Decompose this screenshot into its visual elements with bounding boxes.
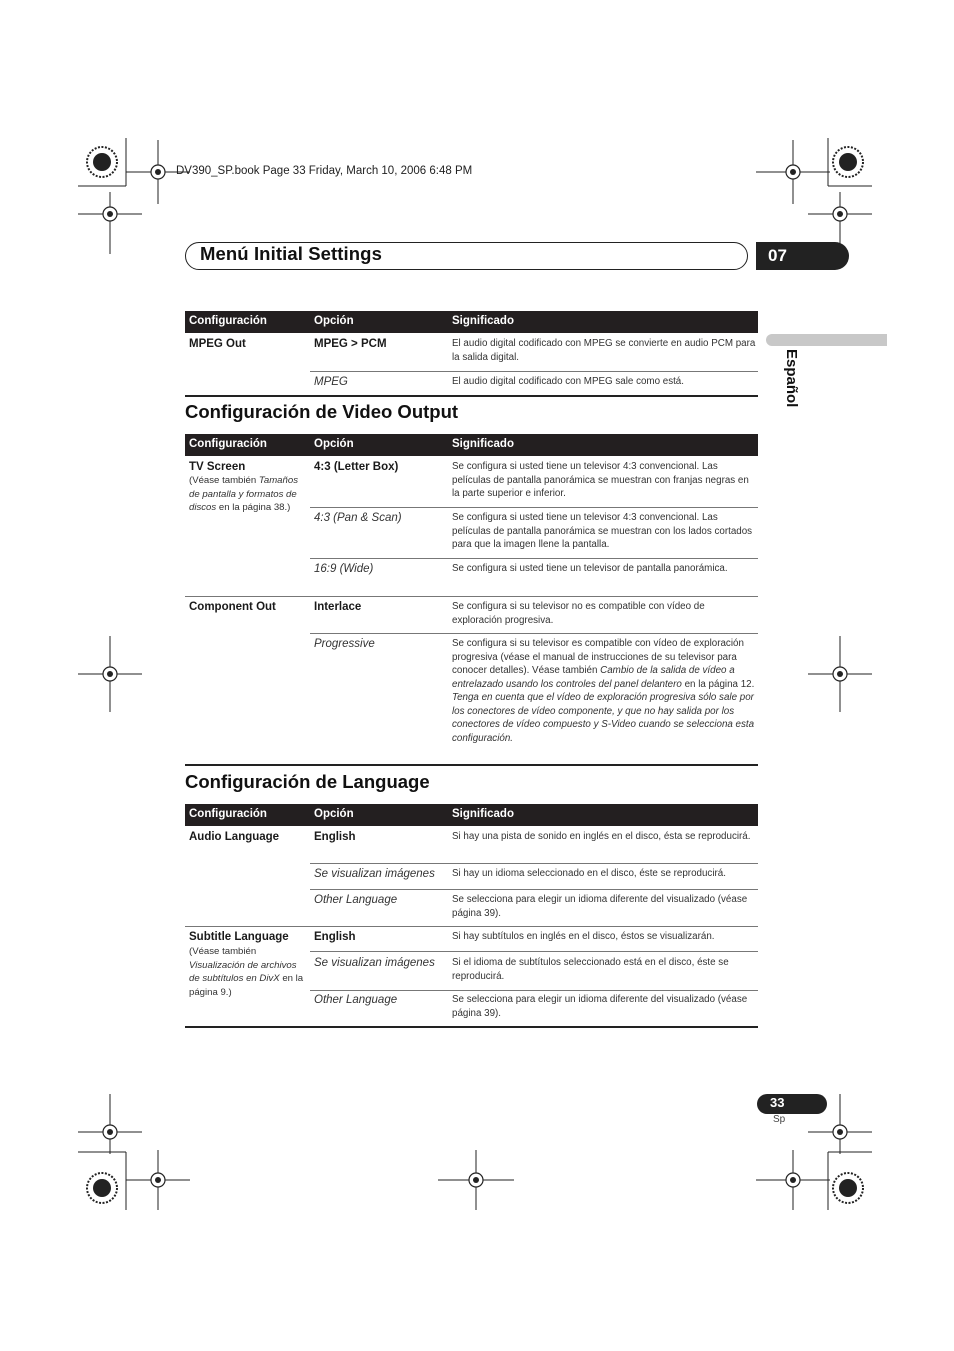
chapter-number: 07 [756,242,849,270]
table-bottom-rule [185,1026,758,1028]
config-name: TV Screen [189,461,246,473]
table-header [185,804,758,826]
header-config: Configuración [189,315,267,327]
option-name: English [314,931,356,943]
row-divider [310,507,758,508]
note-reference: Visualización de archivos de subtítulos en DivX [189,959,297,984]
option-name: Se visualizan imágenes [314,957,435,969]
note-text: en la página 9.) [189,973,304,998]
book-file-line: DV390_SP.book Page 33 Friday, March 10, 2006 6:48 PM [176,165,473,177]
row-divider [310,951,758,952]
note-reference: Tamaños de pantalla y formatos de discos [189,475,298,513]
option-description: Se configura si su televisor no es compatible con vídeo de exploración progresiva. [452,601,705,626]
description-reference: Cambio de la salida de vídeo a entrelazado usando los controles del panel delantero [452,665,735,690]
row-divider [310,889,758,890]
option-description: Si el idioma de subtítulos seleccionado está en el disco, éste se reproducirá. [452,957,729,982]
header-option: Opción [314,315,354,327]
table-header [185,434,758,456]
option-description: Si hay subtítulos en inglés en el disco, éstos se visualizarán. [452,931,715,942]
language-tab [780,349,800,439]
option-name: English [314,831,356,843]
section-title-video-output: Configuración de Video Output [185,401,459,422]
row-divider [310,371,758,372]
section-title-language: Configuración de Language [185,771,430,792]
option-name: 4:3 (Pan & Scan) [314,512,402,524]
row-divider [185,596,758,597]
row-divider [310,863,758,864]
row-divider [310,558,758,559]
table-bottom-rule [185,764,758,766]
description-text: en la página 12. [684,678,755,690]
config-name: Subtitle Language [189,931,289,943]
video-output-table [185,434,758,770]
option-description: Si hay una pista de sonido en inglés en el disco, ésta se reproducirá. [452,831,751,842]
option-description: Se selecciona para elegir un idioma diferente del visualizado (véase página 39). [452,994,748,1019]
option-name: Other Language [314,994,398,1006]
option-name: MPEG > PCM [314,338,387,350]
option-name: Progressive [314,638,375,650]
header-config: Configuración [189,808,267,820]
header-meaning: Significado [452,808,514,820]
header-meaning: Significado [452,438,514,450]
table-bottom-rule [185,395,758,397]
option-description: El audio digital codificado con MPEG se convierte en audio PCM para la salida digital. [452,338,756,363]
note-text: en la página 38.) [218,502,291,513]
description-note: Tenga en cuenta que el vídeo de exploración progresiva sólo sale por los conectores de vídeo componente, y que no hay salida por los conectores de vídeo compuesto y S-Video cuando se selecciona esta configuración. [452,692,755,744]
language-table [185,804,758,1030]
config-name: Component Out [189,601,276,613]
config-name: MPEG Out [189,338,246,350]
option-name: Interlace [314,601,362,613]
option-description: Si hay un idioma seleccionado en el disco, éste se reproducirá. [452,868,726,879]
audio-output-table [185,311,758,401]
config-name: Audio Language [189,831,280,843]
page-number: 33 [770,1095,785,1110]
option-name: MPEG [314,376,348,388]
option-description: Se configura si usted tiene un televisor 4:3 convencional. Las películas de pantalla panorámica se muestran con los lados cortados para que la imagen llene la pantalla. [452,512,753,550]
header-meaning: Significado [452,315,514,327]
option-name: 16:9 (Wide) [314,563,374,575]
row-divider [310,990,758,991]
description-text: Se configura si su televisor es compatible con vídeo de exploración progresiva (véase el manual de instrucciones de su televisor para conocer detalles). Véase también [452,638,744,676]
option-description: Se selecciona para elegir un idioma diferente del visualizado (véase página 39). [452,894,748,919]
page-number-badge [757,1094,827,1114]
note-text: (Véase también [189,475,257,486]
option-description: Se configura si usted tiene un televisor 4:3 convencional. Las películas de pantalla panorámica se muestran con franjas negras en la parte superior e inferior. [452,461,749,499]
page-language-code: Sp [773,1114,786,1125]
option-description: El audio digital codificado con MPEG sale como está. [452,376,684,387]
option-name: Other Language [314,894,398,906]
chapter-title: Menú Initial Settings [200,243,382,264]
option-description [452,637,756,745]
config-note [189,945,309,999]
header-config: Configuración [189,438,267,450]
table-header [185,311,758,333]
row-divider [310,633,758,634]
note-text: (Véase también [189,946,257,957]
header-option: Opción [314,808,354,820]
config-note [189,474,309,515]
row-divider [185,926,758,927]
option-description: Se configura si usted tiene un televisor de pantalla panorámica. [452,563,728,574]
language-tab-label: Español [783,349,800,408]
language-tab-bar [766,334,887,346]
option-name: 4:3 (Letter Box) [314,461,399,473]
header-option: Opción [314,438,354,450]
option-name: Se visualizan imágenes [314,868,435,880]
